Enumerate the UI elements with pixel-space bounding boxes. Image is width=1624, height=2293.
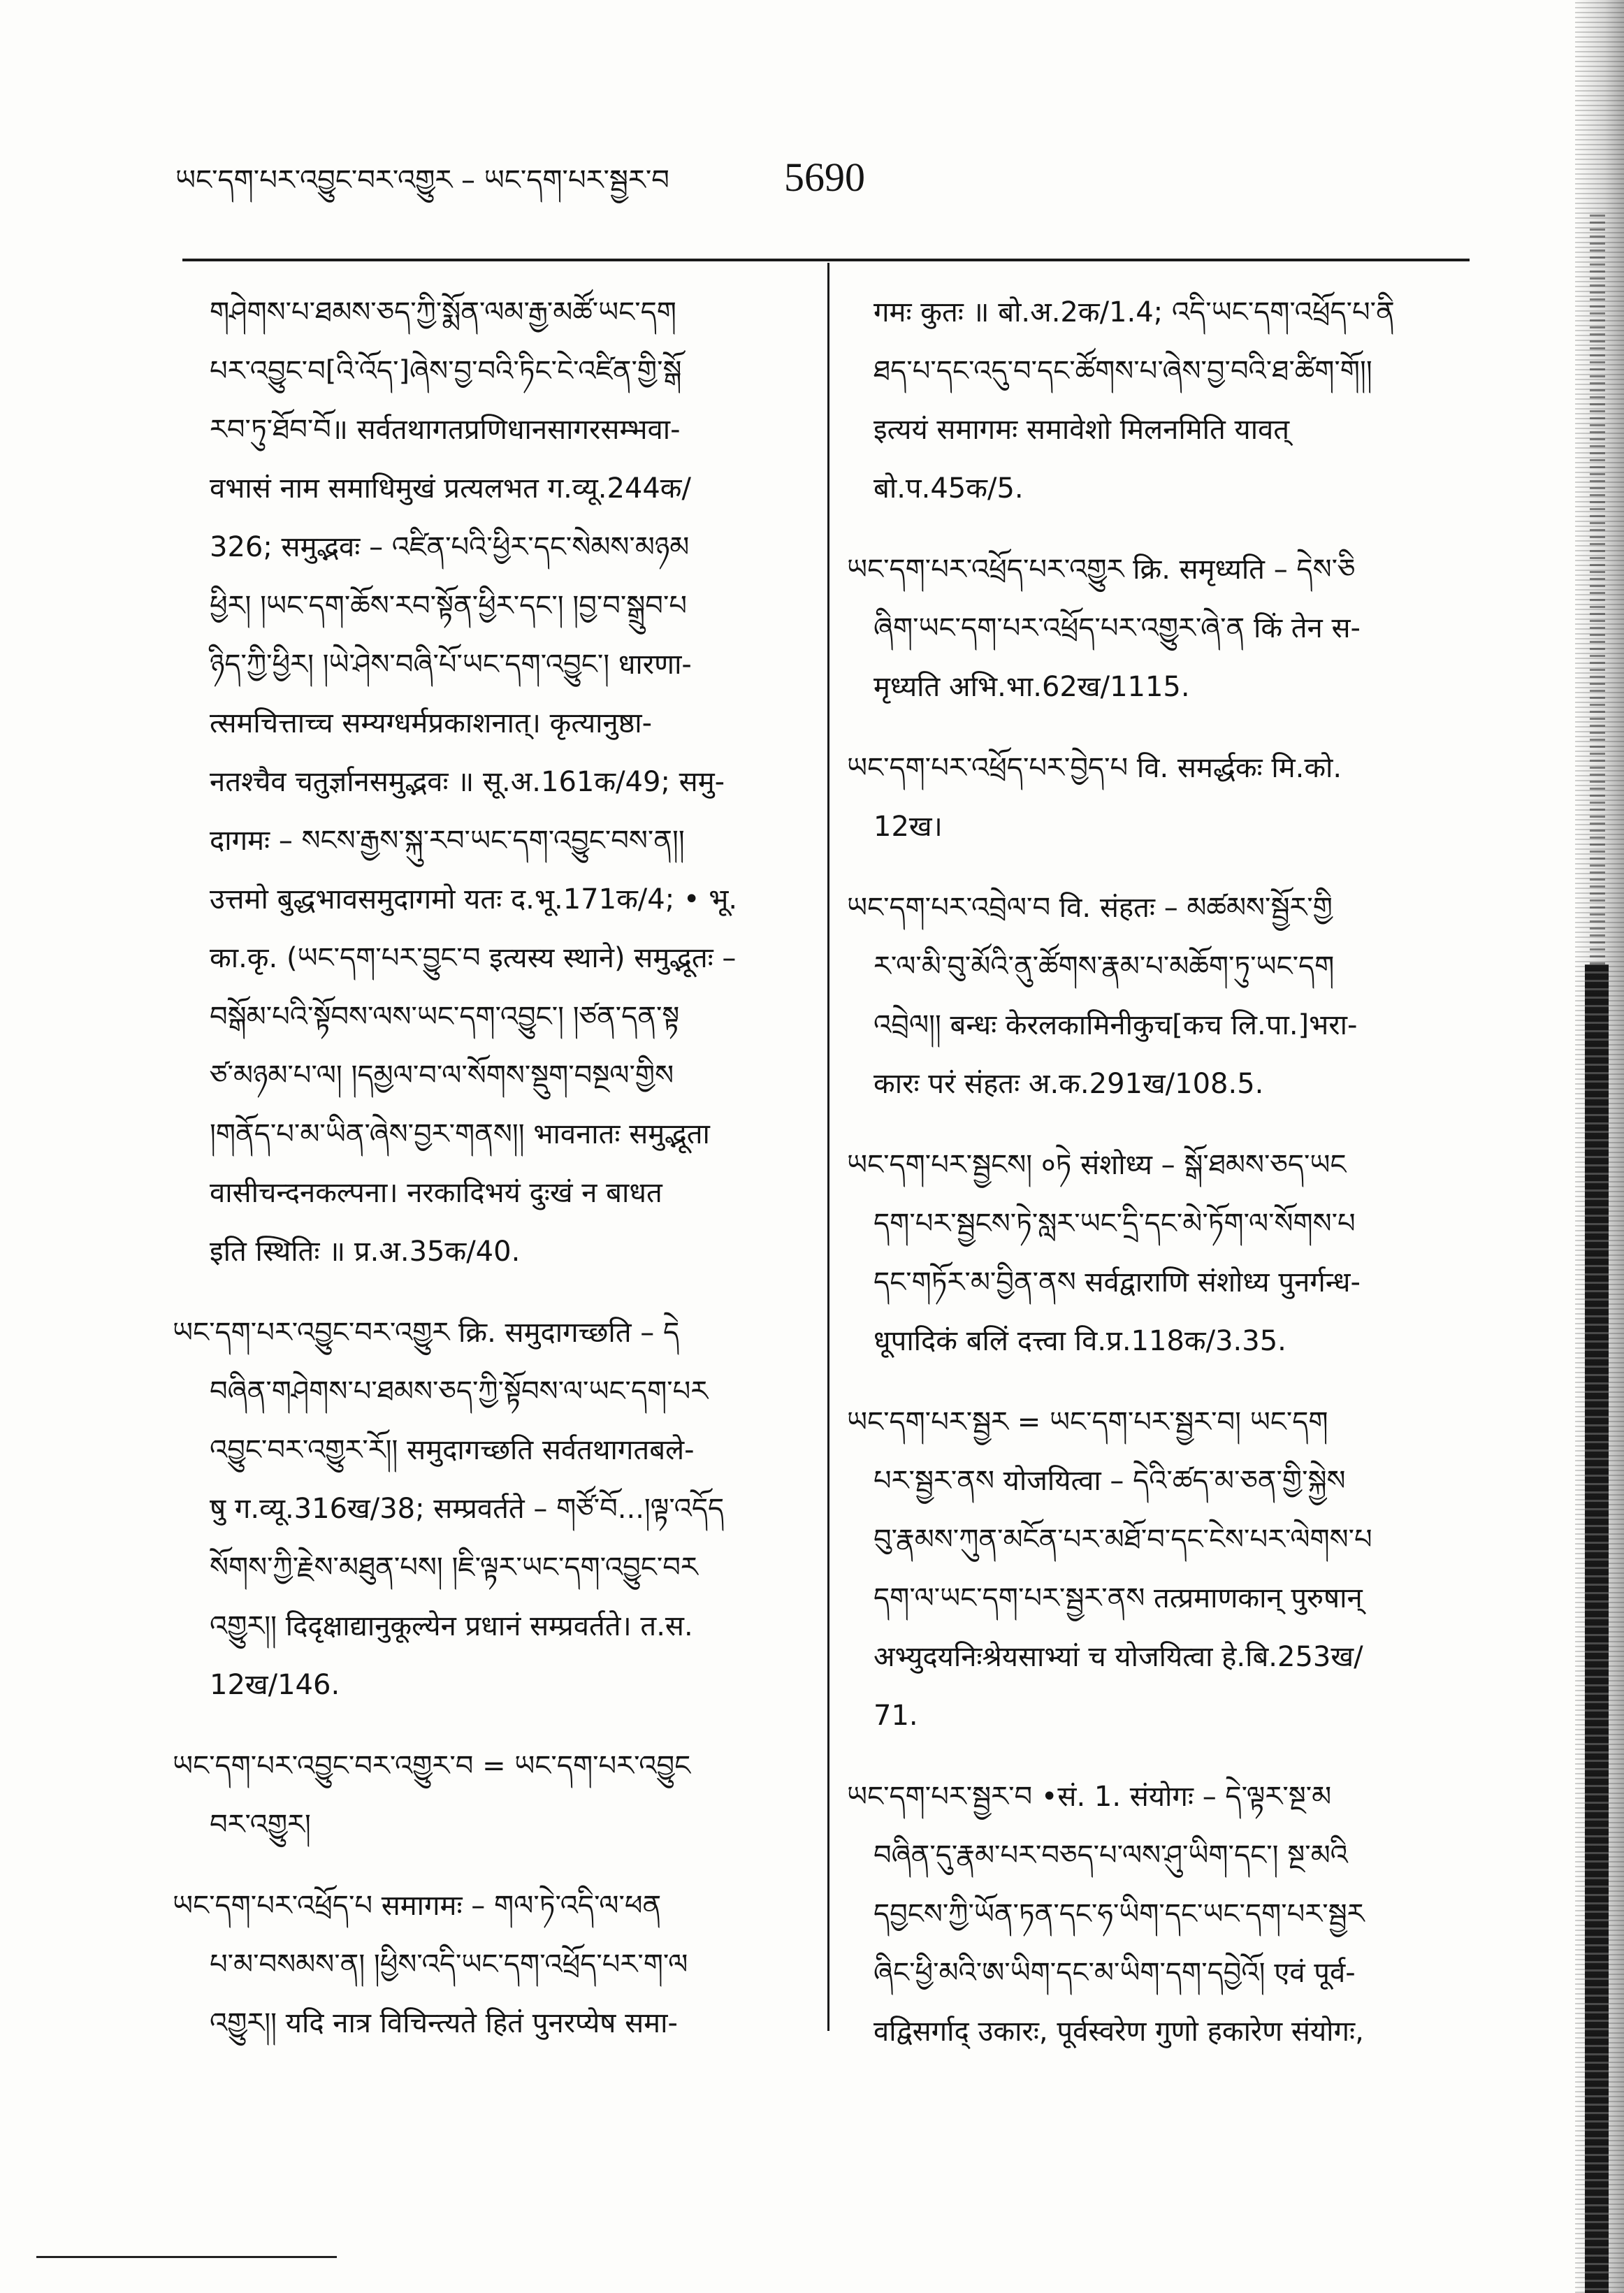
headword-line: ཡང་དག་པར་སྦྱར་བ •सं. 1. संयोगः – དེ་ལྟར་སྔ་མ: [847, 1781, 1332, 1813]
text-line: नतश्चैव चतुर्ज्ञानसमुद्भवः ॥ सू.अ.161क/49; समु-: [210, 766, 725, 798]
dictionary-entry: [847, 283, 1471, 518]
text-line: པ་མ་བསམས་ན། །ཕྱིས་འདི་ཡང་དག་འཕྲོད་པར་ག་ལ: [210, 1948, 688, 1981]
text-line: དག་ལ་ཡང་དག་པར་སྦྱར་ནས तत्प्रमाणकान् पुरुषान्: [873, 1582, 1363, 1614]
text-line: །གནོད་པ་མ་ཡིན་ཞེས་བྱར་གནས།། भावनातः समुद्भूता: [210, 1118, 710, 1150]
dictionary-entry: [173, 1876, 804, 2053]
text-line: དག་པར་སྦྱངས་ཏེ་སླར་ཡང་དྲི་དང་མེ་ཏོག་ལ་སོགས་པ: [873, 1208, 1356, 1240]
text-line: ཐད་པ་དང་འདུ་བ་དང་ཚོགས་པ་ཞེས་བྱ་བའི་ཐ་ཚིག་གོ།།: [873, 355, 1372, 387]
text-line: बो.प.45क/5.: [873, 472, 1024, 505]
text-line: का.कृ. (ཡང་དག་པར་བྱུང་བ इत्यस्य स्थाने) समुद्भूतः –: [210, 942, 737, 974]
running-head: ཡང་དག་པར་འབྱུང་བར་འགྱུར – ཡང་དག་པར་སྦྱར་བ: [175, 164, 669, 196]
text-line: སོགས་ཀྱི་རྗེས་མཐུན་པས། །ཇི་ལྟར་ཡང་དག་འབྱུང་བར: [210, 1551, 698, 1584]
text-line: इत्ययं समागमः समावेशो मिलनमिति यावत्: [873, 414, 1290, 446]
text-line: འབྲེལ།། बन्धः केरलकामिनीकुच[कच लि.पा.]भरा-: [873, 1009, 1358, 1041]
text-line: འབྱུང་བར་འགྱུར་རོ།། समुदागच्छति सर्वतथागतबले-: [210, 1434, 695, 1466]
text-line: मृध्यति अभि.भा.62ख/1115.: [873, 671, 1190, 703]
text-line: वासीचन्दनकल्पना। नरकादिभयं दुःखं न बाधत: [210, 1177, 662, 1209]
text-line: 12ख/146.: [210, 1669, 340, 1701]
text-line: 71.: [873, 1700, 918, 1732]
dictionary-entry: [847, 1393, 1471, 1745]
text-line: कारः परं संहतः अ.क.291ख/108.5.: [873, 1068, 1264, 1100]
headword-line: ཡང་དག་པར་འབྲེལ་བ वि. संहतः – མཚམས་སྦྱོར་གྱི: [847, 892, 1333, 924]
page-number: 5690: [784, 154, 865, 200]
text-line: ཕྱིར། །ཡང་དག་ཆོས་རབ་སྟོན་ཕྱིར་དང་། །བྱ་བ་སྒྲུབ་པ: [210, 590, 687, 622]
text-line: अभ्युदयनिःश्रेयसाभ्यां च योजयित्वा हे.बि.253ख/: [873, 1641, 1363, 1673]
headword-line: ཡང་དག་པར་འཕྲོད་པར་བྱེད་པ वि. समर्द्धकः मि.को.: [847, 752, 1342, 784]
scan-edge-dark-strip: [1585, 964, 1609, 2293]
text-line: त्समचित्ताच्च सम्यग्धर्मप्रकाशनात्। कृत्यानुष्ठा-: [210, 707, 653, 739]
text-line: བསྒོམ་པའི་སྟོབས་ལས་ཡང་དག་འབྱུང་། །ཙན་དན་སྟ: [210, 1001, 680, 1033]
footnote-rule: [36, 2256, 337, 2258]
column-divider: [827, 263, 829, 2031]
right-column: [847, 283, 1471, 2083]
headword-line: ཡང་དག་པར་འཕྲོད་པ समागमः – གལ་ཏེ་འདི་ལ་ཕན: [173, 1890, 662, 1922]
text-line: ཉིད་ཀྱི་ཕྱིར། །ཡེ་ཤེས་བཞི་པོ་ཡང་དག་འབྱུང་། धारणा-: [210, 649, 692, 681]
text-line: བུ་རྣམས་ཀུན་མངོན་པར་མཐོ་བ་དང་ངེས་པར་ལེགས་པ: [873, 1524, 1372, 1556]
header-rule: [182, 259, 1470, 261]
text-line: བར་འགྱུར།: [210, 1809, 311, 1841]
text-line: गमः कुतः ॥ बो.अ.2क/1.4; འདི་ཡང་དག་འཕྲོད་པ་ནི: [873, 296, 1395, 328]
text-line: དབྱངས་ཀྱི་ཡོན་ཏན་དང་ཧ་ཡིག་དང་ཡང་དག་པར་སྦྱར: [873, 1898, 1365, 1930]
text-line: इति स्थितिः ॥ प्र.अ.35क/40.: [210, 1236, 521, 1268]
headword-line: ཡང་དག་པར་འཕྲོད་པར་འགྱུར क्रि. समृध्यति – དེས་ཅི: [847, 554, 1356, 586]
text-line: वद्विसर्गाद् उकारः, पूर्वस्वरेण गुणो हकारेण संयोगः,: [873, 2016, 1364, 2048]
text-line: གཤེགས་པ་ཐམས་ཅད་ཀྱི་སྨོན་ལམ་རྒྱ་མཚོ་ཡང་དག: [210, 296, 676, 328]
text-line: वभासं नाम समाधिमुखं प्रत्यलभत ग.व्यू.244क/: [210, 472, 691, 505]
dictionary-entry: [847, 878, 1471, 1113]
text-line: བཞིན་དུ་རྣམ་པར་བཅད་པ་ལས་ཤུ་ཡིག་དང་། སྔ་མའི: [873, 1839, 1348, 1872]
text-line: འགྱུར།། दिदृक्षाद्यानुकूल्येन प्रधानं सम्प्रवर्तते। त.स.: [210, 1610, 693, 1642]
left-column: [173, 283, 804, 2075]
text-line: 12ख।: [873, 811, 943, 843]
dictionary-entry: [847, 1136, 1471, 1370]
headword-line: ཡང་དག་པར་སྦྱངས། ०ཏེ संशोध्य – སྒོ་ཐམས་ཅད་ཡང: [847, 1149, 1347, 1181]
text-line: འགྱུར།། यदि नात्र विचिन्त्यते हितं पुनरप्येष समा-: [210, 2007, 678, 2039]
headword-line: ཡང་དག་པར་འབྱུང་བར་འགྱུར क्रि. समुदागच्छति – དེ: [173, 1317, 680, 1349]
dictionary-entry: [847, 1767, 1471, 2061]
dictionary-entry: [173, 283, 804, 1281]
text-line: दागमः – སངས་རྒྱས་སྐུ་རབ་ཡང་དག་འབྱུང་བས་ན།།: [210, 825, 685, 857]
scan-edge-speckle: [1590, 210, 1605, 964]
text-line: उत्तमो बुद्धभावसमुदागमो यतः द.भू.171क/4; • भू.: [210, 883, 738, 916]
dictionary-entry: [173, 1737, 804, 1854]
text-line: པར་སྦྱར་ནས योजयित्वा – དེའི་ཚད་མ་ཅན་གྱི་སྐྱེས: [873, 1465, 1346, 1497]
dictionary-entry: [847, 739, 1471, 856]
text-line: ར་ལ་མི་བུ་མོའི་ནུ་ཚོགས་རྣམ་པ་མཆོག་ཏུ་ཡང་དག: [873, 950, 1335, 983]
text-line: ཞིང་ཕྱི་མའི་ཨ་ཡིག་དང་མ་ཡིག་དག་དབྱེའོ། एवं पूर्व-: [873, 1957, 1356, 1989]
dictionary-entry: [173, 1303, 804, 1714]
dictionary-entry: [847, 540, 1471, 716]
text-line: དང་གཏོར་མ་བྱིན་ནས सर्वद्वाराणि संशोध्य पुनर्गन्ध-: [873, 1266, 1361, 1299]
text-line: 326; समुद्भवः – འཛིན་པའི་ཕྱིར་དང་སེམས་མཉམ: [210, 531, 690, 563]
headword-line: ཡང་དག་པར་འབྱུང་བར་འགྱུར་བ = ཡང་དག་པར་འབྱུང: [173, 1750, 691, 1782]
headword-line: ཡང་དག་པར་སྦྱར = ཡང་དག་པར་སྦྱར་བ། ཡང་དག: [847, 1406, 1328, 1438]
text-line: བཞིན་གཤེགས་པ་ཐམས་ཅད་ཀྱི་སྟོབས་ལ་ཡང་དག་པར: [210, 1375, 709, 1408]
text-line: ཙ་མཉམ་པ་ལ། །དམྱལ་བ་ལ་སོགས་སྡུག་བསྔལ་གྱིས: [210, 1059, 674, 1092]
text-line: ཞིག་ཡང་དག་པར་འཕྲོད་པར་འགྱུར་ཞེ་ན किं तेन स-: [873, 612, 1361, 644]
text-line: པར་འབྱུང་བ[འི་འོད་]ཞེས་བྱ་བའི་ཏིང་ངེ་འཛིན་གྱི་སྒོ: [210, 355, 682, 387]
text-line: རབ་ཏུ་ཐོབ་བོ॥ सर्वतथागतप्रणिधानसागरसम्भवा-: [210, 414, 681, 446]
text-line: षु ग.व्यू.316ख/38; सम्प्रवर्तते – གཙོ་བོ...།ལྟ་འདོད: [210, 1493, 725, 1525]
text-line: धूपादिकं बलिं दत्त्वा वि.प्र.118क/3.35.: [873, 1325, 1286, 1357]
